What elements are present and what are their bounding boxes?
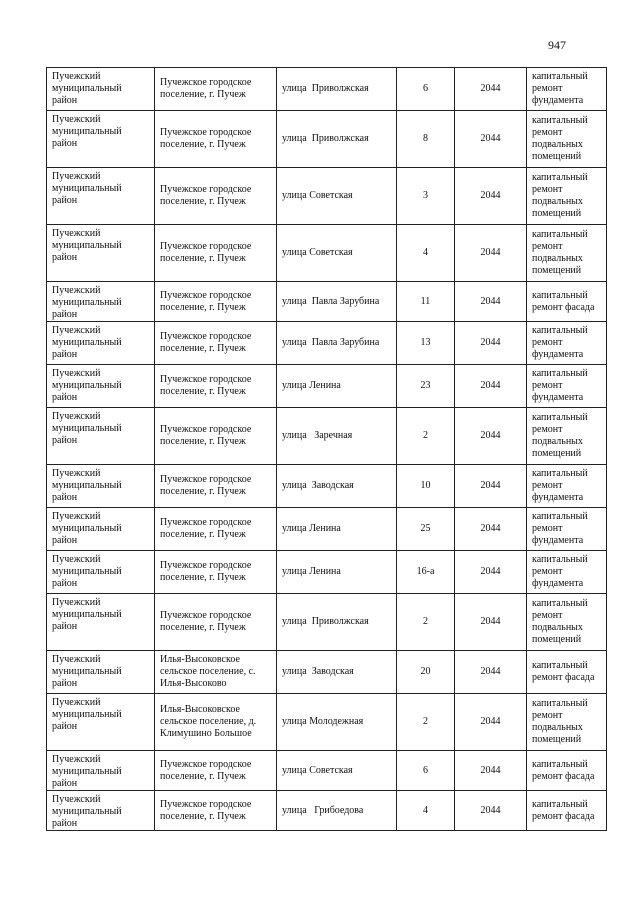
work-type-cell <box>527 365 607 408</box>
table-row <box>47 322 607 365</box>
street-cell-text: улица Заводская <box>282 480 354 491</box>
table-row <box>47 68 607 111</box>
district-cell <box>47 651 155 694</box>
house-number-cell <box>397 111 455 168</box>
street-cell-text: улица Советская <box>282 247 353 258</box>
year-cell <box>455 791 527 831</box>
page-number: 947 <box>548 38 566 52</box>
house-number-cell <box>397 225 455 282</box>
street-cell-text: улица Молодежная <box>282 716 364 727</box>
settlement-cell-text: Пучежское городское поселение, г. Пучеж <box>160 331 252 354</box>
district-cell-text: Пучежский муниципальный район <box>52 368 122 403</box>
settlement-cell <box>155 225 277 282</box>
district-cell-text: Пучежский муниципальный район <box>52 468 122 503</box>
table-row <box>47 408 607 465</box>
street-cell-text: улица Павла Зарубина <box>282 295 380 307</box>
district-cell-text: Пучежский муниципальный район <box>52 754 122 789</box>
district-cell <box>47 694 155 751</box>
settlement-cell-text: Пучежское городское поселение, г. Пучеж <box>160 77 252 100</box>
table-row <box>47 791 607 831</box>
street-cell <box>277 168 397 225</box>
work-type-cell-text: капитальный ремонт фундамента <box>532 468 588 503</box>
street-cell <box>277 68 397 111</box>
street-cell <box>277 751 397 791</box>
year-cell <box>455 594 527 651</box>
settlement-cell-text: Пучежское городское поселение, г. Пучеж <box>160 517 252 540</box>
settlement-cell <box>155 551 277 594</box>
year-cell <box>455 465 527 508</box>
house-number-cell-text: 2 <box>423 616 428 627</box>
year-cell-text: 2044 <box>480 764 501 776</box>
street-cell <box>277 365 397 408</box>
table-row <box>47 594 607 651</box>
table-row <box>47 651 607 694</box>
district-cell <box>47 365 155 408</box>
settlement-cell <box>155 168 277 225</box>
year-cell <box>455 68 527 111</box>
settlement-cell-text: Пучежское городское поселение, г. Пучеж <box>160 374 252 397</box>
settlement-cell <box>155 651 277 694</box>
settlement-cell <box>155 465 277 508</box>
settlement-cell <box>155 111 277 168</box>
house-number-cell <box>397 651 455 694</box>
settlement-cell-text: Пучежское городское поселение, г. Пучеж <box>160 424 252 447</box>
settlement-cell <box>155 694 277 751</box>
district-cell <box>47 751 155 791</box>
settlement-cell <box>155 791 277 831</box>
street-cell <box>277 282 397 322</box>
work-type-cell-text: капитальный ремонт подвальных помещений <box>532 115 588 162</box>
year-cell-text: 2044 <box>480 480 501 491</box>
settlement-cell-text: Пучежское городское поселение, г. Пучеж <box>160 241 252 264</box>
house-number-cell <box>397 322 455 365</box>
street-cell <box>277 225 397 282</box>
year-cell <box>455 322 527 365</box>
street-cell-text: улица Приволжская <box>282 83 369 94</box>
year-cell <box>455 111 527 168</box>
work-type-cell <box>527 651 607 694</box>
house-number-cell <box>397 365 455 408</box>
table-row <box>47 465 607 508</box>
year-cell <box>455 508 527 551</box>
settlement-cell <box>155 322 277 365</box>
work-type-cell-text: капитальный ремонт фундамента <box>532 71 588 106</box>
house-number-cell-text: 6 <box>423 764 428 776</box>
work-type-cell-text: капитальный ремонт фасада <box>532 289 595 313</box>
work-type-cell <box>527 408 607 465</box>
house-number-cell-text: 16-а <box>416 566 435 577</box>
year-cell <box>455 225 527 282</box>
work-type-cell-text: капитальный ремонт фундамента <box>532 368 588 403</box>
year-cell <box>455 365 527 408</box>
house-number-cell <box>397 751 455 791</box>
settlement-cell <box>155 68 277 111</box>
settlement-cell-text: Илья-Высоковское сельское поселение, д. Климушино Большое <box>160 704 257 739</box>
house-number-cell-text: 2 <box>423 716 428 727</box>
table-row <box>47 551 607 594</box>
street-cell <box>277 465 397 508</box>
house-number-cell-text: 10 <box>420 480 431 491</box>
street-cell <box>277 791 397 831</box>
table-row <box>47 694 607 751</box>
work-type-cell-text: капитальный ремонт подвальных помещений <box>532 229 588 276</box>
house-number-cell-text: 13 <box>420 337 431 348</box>
work-type-cell-text: капитальный ремонт подвальных помещений <box>532 598 588 645</box>
work-type-cell-text: капитальный ремонт фундамента <box>532 325 588 360</box>
table-row <box>47 751 607 791</box>
house-number-cell-text: 25 <box>420 523 431 534</box>
year-cell-text: 2044 <box>480 666 501 677</box>
street-cell-text: улица Заводская <box>282 666 354 677</box>
settlement-cell <box>155 751 277 791</box>
house-number-cell <box>397 594 455 651</box>
district-cell <box>47 282 155 322</box>
year-cell-text: 2044 <box>480 523 501 534</box>
work-type-cell <box>527 791 607 831</box>
street-cell <box>277 111 397 168</box>
street-cell <box>277 651 397 694</box>
street-cell <box>277 408 397 465</box>
street-cell-text: улица Приволжская <box>282 616 369 627</box>
street-cell-text: улица Приволжская <box>282 133 369 144</box>
house-number-cell-text: 3 <box>423 190 428 201</box>
street-cell <box>277 594 397 651</box>
house-number-cell-text: 4 <box>423 247 428 258</box>
district-cell <box>47 408 155 465</box>
district-cell-text: Пучежский муниципальный район <box>52 554 122 589</box>
year-cell <box>455 168 527 225</box>
work-type-cell <box>527 751 607 791</box>
year-cell-text: 2044 <box>480 430 501 441</box>
district-cell-text: Пучежский муниципальный район <box>52 285 122 320</box>
work-type-cell-text: капитальный ремонт фасада <box>532 660 595 683</box>
settlement-cell-text: Пучежское городское поселение, г. Пучеж <box>160 474 252 497</box>
district-cell-text: Пучежский муниципальный район <box>52 114 122 149</box>
settlement-cell-text: Пучежское городское поселение, г. Пучеж <box>160 798 252 822</box>
work-type-cell-text: капитальный ремонт фундамента <box>532 511 588 546</box>
district-cell-text: Пучежский муниципальный район <box>52 71 122 106</box>
year-cell <box>455 282 527 322</box>
district-cell-text: Пучежский муниципальный район <box>52 794 122 829</box>
house-number-cell-text: 11 <box>420 295 431 307</box>
work-type-cell-text: капитальный ремонт фасада <box>532 758 595 782</box>
work-type-cell-text: капитальный ремонт фундамента <box>532 554 588 589</box>
street-cell <box>277 508 397 551</box>
house-number-cell-text: 2 <box>423 430 428 441</box>
settlement-cell <box>155 365 277 408</box>
district-cell <box>47 111 155 168</box>
work-type-cell <box>527 68 607 111</box>
district-cell <box>47 225 155 282</box>
year-cell <box>455 651 527 694</box>
house-number-cell <box>397 694 455 751</box>
house-number-cell <box>397 168 455 225</box>
settlement-cell-text: Илья-Высоковское сельское поселение, с. Илья-Высоково <box>160 654 256 689</box>
year-cell <box>455 551 527 594</box>
table-row <box>47 111 607 168</box>
street-cell-text: улица Советская <box>282 764 353 776</box>
year-cell-text: 2044 <box>480 133 501 144</box>
district-cell-text: Пучежский муниципальный район <box>52 511 122 546</box>
work-type-cell <box>527 694 607 751</box>
year-cell <box>455 751 527 791</box>
district-cell <box>47 551 155 594</box>
district-cell-text: Пучежский муниципальный район <box>52 171 122 206</box>
street-cell-text: улица Грибоедова <box>282 804 364 816</box>
year-cell-text: 2044 <box>480 380 501 391</box>
work-type-cell-text: капитальный ремонт подвальных помещений <box>532 412 588 459</box>
district-cell-text: Пучежский муниципальный район <box>52 325 122 360</box>
house-number-cell-text: 23 <box>420 380 431 391</box>
house-number-cell-text: 8 <box>423 133 428 144</box>
street-cell-text: улица Ленина <box>282 566 341 577</box>
district-cell-text: Пучежский муниципальный район <box>52 597 122 632</box>
district-cell <box>47 322 155 365</box>
table-row <box>47 365 607 408</box>
house-number-cell <box>397 282 455 322</box>
work-type-cell-text: капитальный ремонт подвальных помещений <box>532 172 588 219</box>
work-type-cell <box>527 594 607 651</box>
work-type-cell-text: капитальный ремонт подвальных помещений <box>532 698 588 745</box>
district-cell-text: Пучежский муниципальный район <box>52 697 122 732</box>
house-number-cell <box>397 68 455 111</box>
work-type-cell <box>527 282 607 322</box>
district-cell-text: Пучежский муниципальный район <box>52 228 122 263</box>
street-cell-text: улица Заречная <box>282 430 353 441</box>
year-cell-text: 2044 <box>480 616 501 627</box>
district-cell <box>47 168 155 225</box>
settlement-cell-text: Пучежское городское поселение, г. Пучеж <box>160 184 252 207</box>
settlement-cell-text: Пучежское городское поселение, г. Пучеж <box>160 610 252 633</box>
year-cell-text: 2044 <box>480 566 501 577</box>
table-row <box>47 225 607 282</box>
work-type-cell <box>527 322 607 365</box>
street-cell <box>277 322 397 365</box>
table-row <box>47 508 607 551</box>
house-number-cell <box>397 551 455 594</box>
year-cell-text: 2044 <box>480 716 501 727</box>
house-number-cell-text: 6 <box>423 83 428 94</box>
settlement-cell <box>155 508 277 551</box>
year-cell-text: 2044 <box>480 247 501 258</box>
street-cell-text: улица Ленина <box>282 523 341 534</box>
house-number-cell <box>397 408 455 465</box>
district-cell <box>47 594 155 651</box>
work-type-cell <box>527 111 607 168</box>
settlement-cell <box>155 282 277 322</box>
table-body <box>47 68 607 831</box>
settlement-cell-text: Пучежское городское поселение, г. Пучеж <box>160 127 252 150</box>
settlement-cell-text: Пучежское городское поселение, г. Пучеж <box>160 758 252 782</box>
year-cell-text: 2044 <box>480 804 501 816</box>
street-cell-text: улица Ленина <box>282 380 341 391</box>
work-type-cell <box>527 168 607 225</box>
street-cell <box>277 551 397 594</box>
work-type-cell <box>527 465 607 508</box>
year-cell-text: 2044 <box>480 83 501 94</box>
work-type-cell-text: капитальный ремонт фасада <box>532 798 595 822</box>
settlement-cell <box>155 594 277 651</box>
district-cell <box>47 465 155 508</box>
table-row <box>47 282 607 322</box>
district-cell <box>47 68 155 111</box>
table-row <box>47 168 607 225</box>
year-cell-text: 2044 <box>480 295 501 307</box>
district-cell <box>47 791 155 831</box>
year-cell-text: 2044 <box>480 190 501 201</box>
work-type-cell <box>527 225 607 282</box>
house-number-cell <box>397 791 455 831</box>
year-cell-text: 2044 <box>480 337 501 348</box>
house-number-cell-text: 4 <box>423 804 428 816</box>
district-cell-text: Пучежский муниципальный район <box>52 654 122 689</box>
street-cell-text: улица Павла Зарубина <box>282 337 380 348</box>
year-cell <box>455 694 527 751</box>
house-number-cell <box>397 508 455 551</box>
settlement-cell-text: Пучежское городское поселение, г. Пучеж <box>160 289 252 313</box>
street-cell <box>277 694 397 751</box>
house-number-cell-text: 20 <box>420 666 431 677</box>
settlement-cell <box>155 408 277 465</box>
district-cell <box>47 508 155 551</box>
year-cell <box>455 408 527 465</box>
work-type-cell <box>527 508 607 551</box>
district-cell-text: Пучежский муниципальный район <box>52 411 122 446</box>
settlement-cell-text: Пучежское городское поселение, г. Пучеж <box>160 560 252 583</box>
street-cell-text: улица Советская <box>282 190 353 201</box>
repair-schedule-table <box>46 67 607 831</box>
house-number-cell <box>397 465 455 508</box>
work-type-cell <box>527 551 607 594</box>
